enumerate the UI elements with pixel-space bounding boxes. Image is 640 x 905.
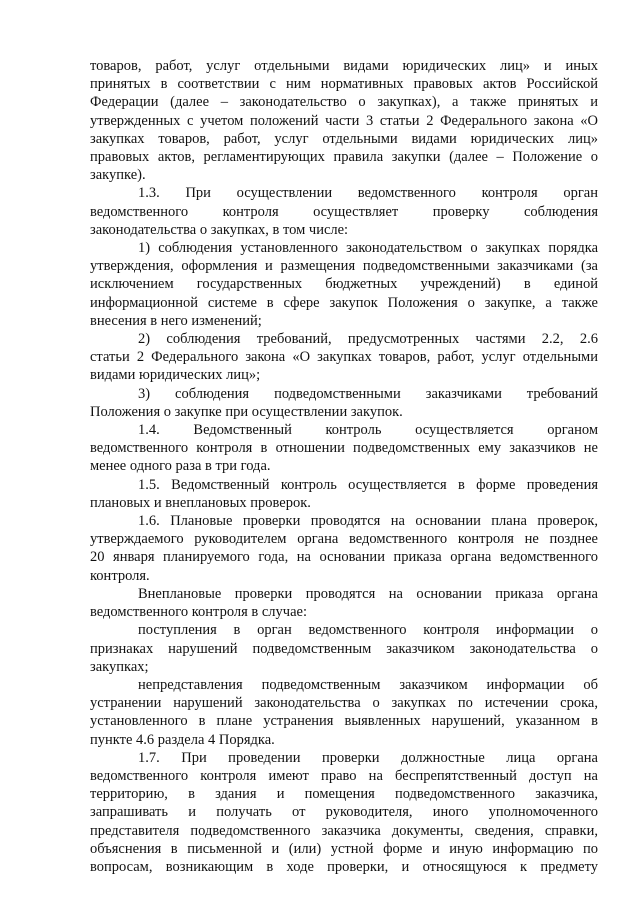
- text-line: закупках товаров, работ, услуг отдельными видами юридических лиц»: [90, 130, 598, 147]
- text-line: объяснения в письменной и (или) устной форме и иную информацию по: [90, 840, 598, 857]
- text-line: представителя подведомственного заказчика документы, сведения, справки,: [90, 822, 598, 839]
- text-line: ведомственного контроля в случае:: [90, 604, 307, 621]
- text-line: закупках;: [90, 658, 149, 675]
- text-line: Внеплановые проверки проводятся на основании приказа органа: [138, 585, 598, 602]
- text-line: правовых актов, регламентирующих правила закупки (далее – Положение о: [90, 149, 598, 166]
- text-line: 1.3. При осуществлении ведомственного контроля орган: [138, 185, 598, 202]
- text-line: ведомственного контроля имеют право на беспрепятственный доступ на: [90, 767, 598, 784]
- text-line: запрашивать и получать от руководителя, иного уполномоченного: [90, 804, 598, 821]
- text-line: поступления в орган ведомственного контроля информации о: [138, 622, 598, 639]
- text-line: 20 января планируемого года, на основании приказа органа ведомственного: [90, 549, 598, 566]
- text-line: 1.6. Плановые проверки проводятся на основании плана проверок,: [138, 513, 598, 530]
- text-line: информационной системе в сфере закупок Положения о закупке, а также: [90, 294, 598, 311]
- text-line: 1.5. Ведомственный контроль осуществляется в форме проведения: [138, 476, 598, 493]
- text-line: 1.4. Ведомственный контроль осуществляется органом: [138, 422, 598, 439]
- text-line: контроля.: [90, 567, 150, 584]
- text-line: принятых в соответствии с ним нормативных правовых актов Российской: [90, 76, 598, 93]
- text-line: 2) соблюдения требований, предусмотренных частями 2.2, 2.6: [138, 331, 598, 348]
- text-line: плановых и внеплановых проверок.: [90, 494, 311, 511]
- text-line: вопросам, возникающим в ходе проверки, и относящуюся к предмету: [90, 858, 598, 875]
- text-line: товаров, работ, услуг отдельными видами юридических лиц» и иных: [90, 58, 598, 74]
- text-line: ведомственного контроля осуществляет проверку соблюдения: [90, 203, 598, 220]
- text-line: 3) соблюдения подведомственными заказчиками требований: [138, 385, 598, 402]
- text-line: признаках нарушений подведомственным заказчиком законодательства о: [90, 640, 598, 657]
- text-line: установленного в плане устранения выявленных нарушений, указанном в: [90, 713, 598, 730]
- document-body: [90, 57, 598, 876]
- text-line: устранении нарушений законодательства о закупках по истечении срока,: [90, 695, 598, 712]
- text-line: 1.7. При проведении проверки должностные лица органа: [138, 749, 598, 766]
- text-line: видами юридических лиц»;: [90, 367, 261, 384]
- text-line: утверждаемого руководителем органа ведомственного контроля не позднее: [90, 531, 598, 548]
- text-line: внесения в него изменений;: [90, 312, 262, 329]
- text-line: ведомственного контроля в отношении подведомственных ему заказчиков не: [90, 440, 598, 457]
- text-line: пункте 4.6 раздела 4 Порядка.: [90, 731, 275, 748]
- text-line: менее одного раза в три года.: [90, 458, 271, 475]
- text-line: непредставления подведомственным заказчиком информации об: [138, 676, 598, 693]
- text-line: 1) соблюдения установленного законодательством о закупках порядка: [138, 240, 598, 257]
- text-line: статьи 2 Федерального закона «О закупках товаров, работ, услуг отдельными: [90, 349, 598, 366]
- text-line: закупке).: [90, 167, 146, 184]
- text-line: утвержденных с учетом положений части 3 статьи 2 Федерального закона «О: [90, 112, 598, 129]
- text-line: исключением государственных бюджетных учреждений) в единой: [90, 276, 598, 293]
- text-line: утверждения, оформления и размещения подведомственными заказчиками (за: [90, 258, 598, 275]
- text-line: законодательства о закупках, в том числе:: [90, 221, 349, 238]
- text-line: Положения о закупке при осуществлении закупок.: [90, 403, 403, 420]
- text-line: территорию, в здания и помещения подведомственного заказчика,: [90, 786, 598, 803]
- text-line: Федерации (далее – законодательство о закупках), а также принятых и: [90, 94, 598, 111]
